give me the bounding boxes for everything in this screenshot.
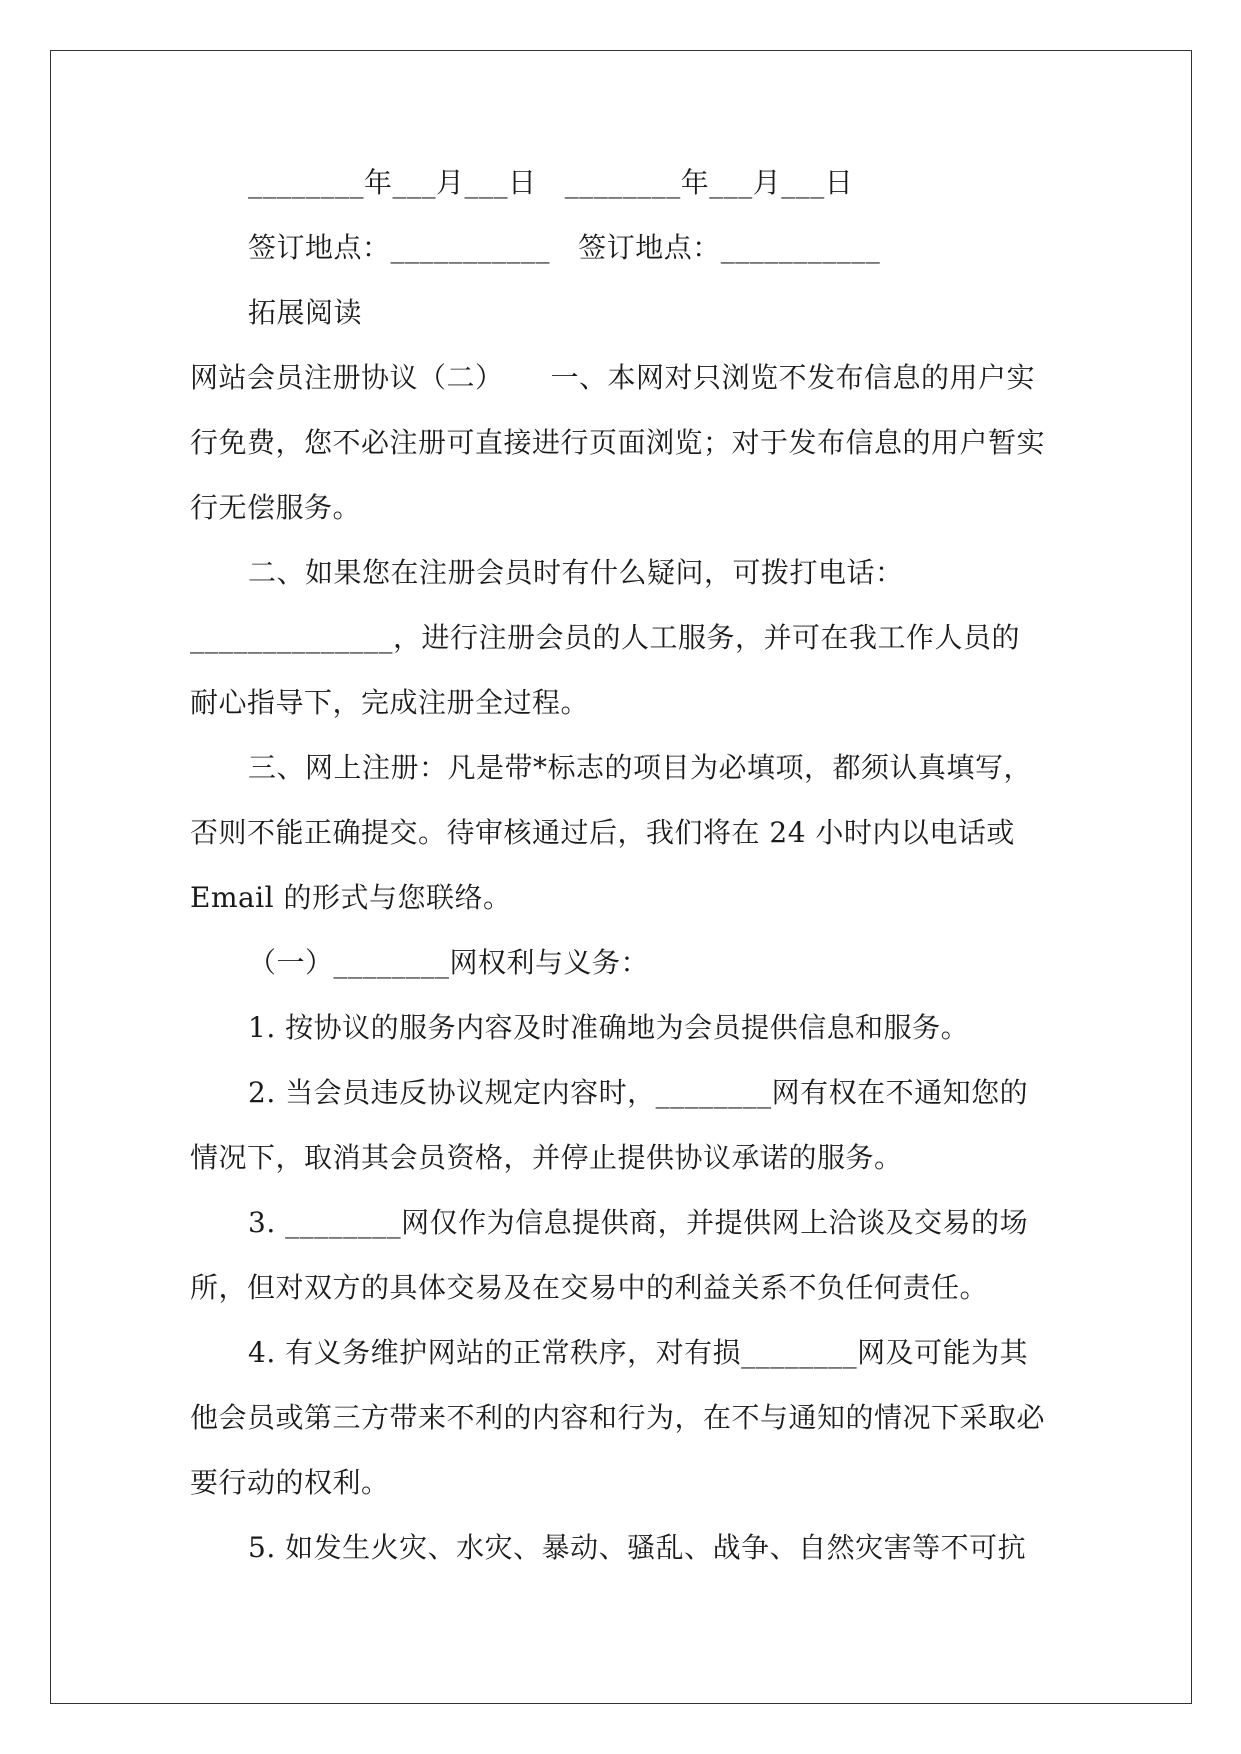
paragraph-line: 要行动的权利。 — [190, 1466, 390, 1499]
extended-reading-heading: 拓展阅读 — [248, 296, 363, 329]
paragraph-line: 网站会员注册协议（二） 一、本网对只浏览不发布信息的用户实 — [190, 361, 1036, 394]
paragraph-line: ______________，进行注册会员的人工服务，并可在我工作人员的 — [190, 621, 1021, 654]
paragraph-line: 他会员或第三方带来不利的内容和行为，在不与通知的情况下采取必 — [190, 1401, 1046, 1434]
list-item: 2. 当会员违反协议规定内容时，________网有权在不通知您的 — [248, 1076, 1029, 1109]
paragraph-line: 否则不能正确提交。待审核通过后，我们将在 24 小时内以电话或 — [190, 816, 1015, 849]
page-border — [50, 50, 1192, 1704]
signing-place-line: 签订地点：___________ 签订地点：___________ — [248, 231, 881, 264]
signing-date-line: ________年___月___日 ________年___月___日 — [248, 166, 854, 199]
paragraph-line: 情况下，取消其会员资格，并停止提供协议承诺的服务。 — [190, 1141, 903, 1174]
paragraph-line: 三、网上注册：凡是带*标志的项目为必填项，都须认真填写， — [248, 751, 1033, 784]
paragraph-line: Email 的形式与您联络。 — [190, 881, 512, 914]
list-item: 3. ________网仅作为信息提供商，并提供网上洽谈及交易的场 — [248, 1206, 1029, 1239]
paragraph-line: 行无偿服务。 — [190, 491, 362, 524]
paragraph-line: 耐心指导下，完成注册全过程。 — [190, 686, 590, 719]
paragraph-line: 所，但对双方的具体交易及在交易中的利益关系不负任何责任。 — [190, 1271, 989, 1304]
list-item: 5. 如发生火灾、水灾、暴动、骚乱、战争、自然灾害等不可抗 — [248, 1531, 1027, 1564]
paragraph-line: 行免费，您不必注册可直接进行页面浏览；对于发布信息的用户暂实 — [190, 426, 1046, 459]
list-item: 1. 按协议的服务内容及时准确地为会员提供信息和服务。 — [248, 1011, 970, 1044]
list-item: 4. 有义务维护网站的正常秩序，对有损________网及可能为其 — [248, 1336, 1029, 1369]
paragraph-line: 二、如果您在注册会员时有什么疑问，可拨打电话： — [248, 556, 904, 589]
section-heading: （一）________网权利与义务： — [248, 946, 650, 979]
